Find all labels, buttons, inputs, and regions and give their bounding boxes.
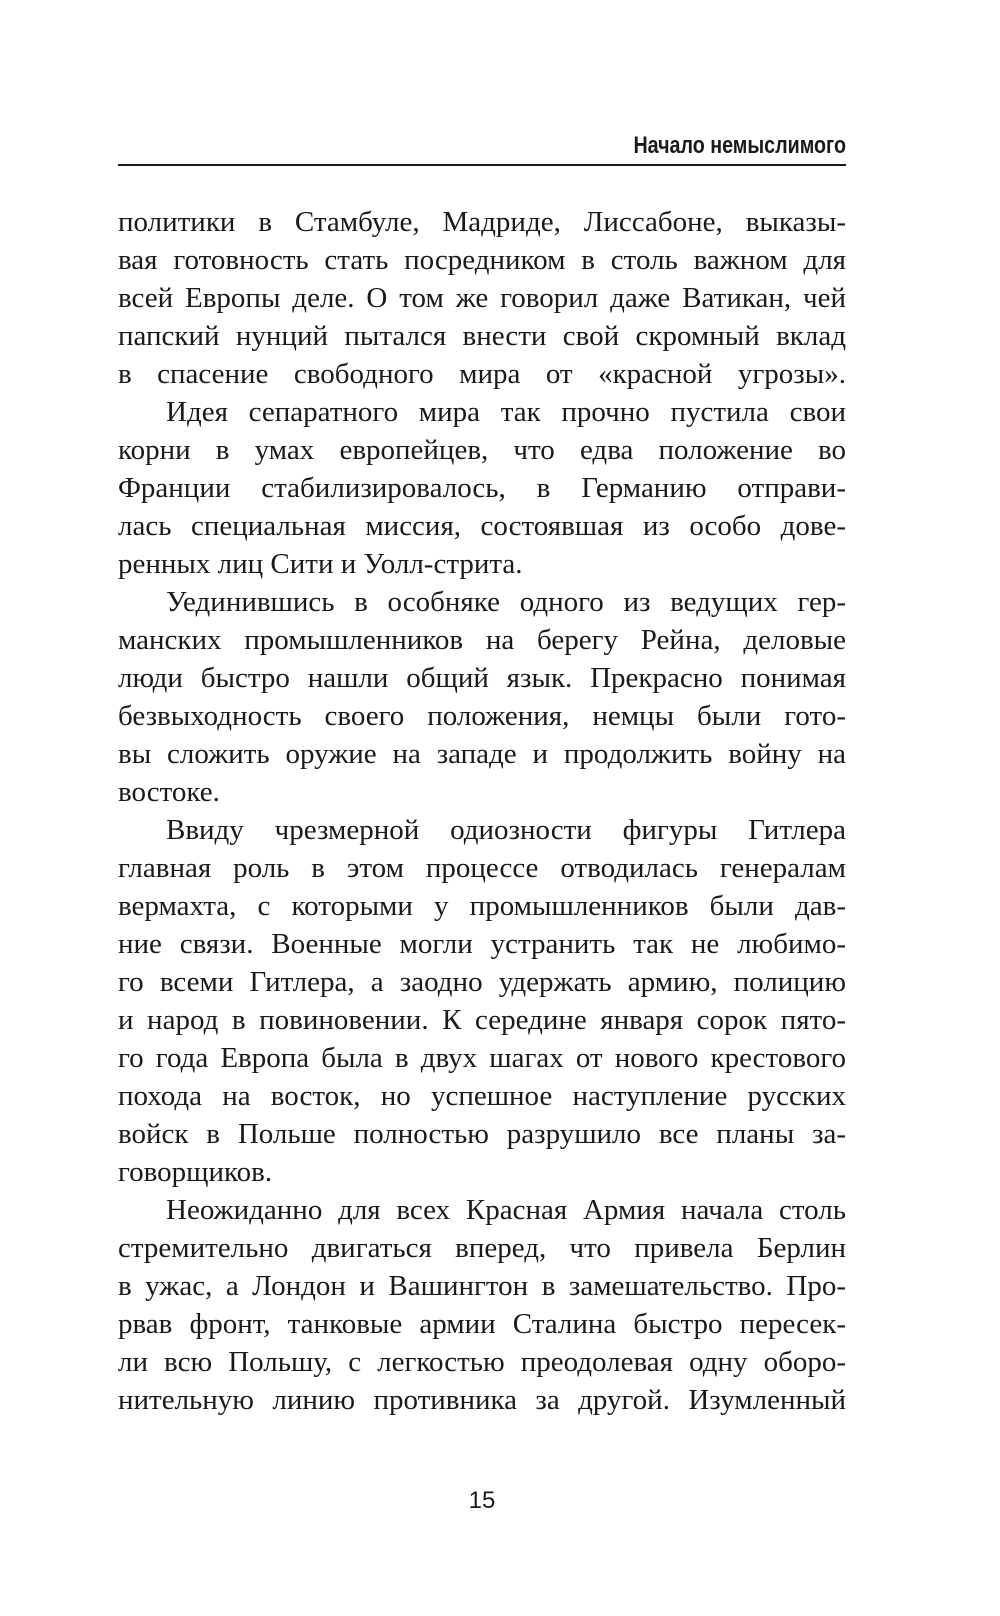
text-line: вая готовность стать посредником в столь важном для (118, 244, 846, 276)
text-line: в ужас, а Лондон и Вашингтон в замешательство. Про- (118, 1270, 846, 1302)
text-line: вермахта, с которыми у промышленников были дав- (118, 890, 846, 922)
text-line: и народ в повиновении. К середине января сорок пято- (118, 1004, 846, 1036)
text-line: рвав фронт, танковые армии Сталина быстро пересек- (118, 1308, 846, 1340)
running-head-title: Начало немыслимого (633, 132, 846, 159)
text-line: манских промышленников на берегу Рейна, деловые (118, 624, 846, 656)
text-line: корни в умах европейцев, что едва положение во (118, 434, 846, 466)
text-line: Франции стабилизировалось, в Германию отправи- (118, 472, 846, 504)
text-line: ренных лиц Сити и Уолл-стрита. (118, 548, 523, 580)
text-line: го года Европа была в двух шагах от нового крестового (118, 1042, 846, 1074)
paragraph (118, 583, 846, 811)
text-line: войск в Польше полностью разрушило все планы за- (118, 1118, 846, 1150)
text-line: папский нунций пытался внести свой скромный вклад (118, 320, 846, 352)
paragraph (118, 1191, 846, 1419)
page-number: 15 (468, 1487, 496, 1514)
text-line: безвыходность своего положения, немцы были гото- (118, 700, 846, 732)
text-line: Ввиду чрезмерной одиозности фигуры Гитлера (166, 814, 846, 846)
paragraph (118, 393, 846, 583)
text-line: всей Европы деле. О том же говорил даже Ватикан, чей (118, 282, 846, 314)
text-line: в спасение свободного мира от «красной угрозы». (118, 358, 846, 390)
text-line: политики в Стамбуле, Мадриде, Лиссабоне, выказы- (118, 206, 846, 238)
text-line: похода на восток, но успешное наступление русских (118, 1080, 846, 1112)
paragraph (118, 811, 846, 1191)
text-line: главная роль в этом процессе отводилась генералам (118, 852, 846, 884)
text-line: Неожиданно для всех Красная Армия начала столь (166, 1194, 846, 1226)
text-line: востоке. (118, 776, 220, 808)
text-line: Уединившись в особняке одного из ведущих гер- (166, 586, 846, 618)
text-line: говорщиков. (118, 1156, 273, 1188)
text-line: Идея сепаратного мира так прочно пустила свои (166, 396, 846, 428)
text-line: ли всю Польшу, с легкостью преодолевая одну оборо- (118, 1346, 846, 1378)
body-text (118, 203, 846, 1419)
text-line: го всеми Гитлера, а заодно удержать армию, полицию (118, 966, 846, 998)
text-line: лась специальная миссия, состоявшая из особо дове- (118, 510, 846, 542)
text-line: стремительно двигаться вперед, что привела Берлин (118, 1232, 846, 1264)
header-rule (118, 164, 846, 166)
paragraph (118, 203, 846, 393)
text-line: вы сложить оружие на западе и продолжить войну на (118, 738, 846, 770)
text-line: ние связи. Военные могли устранить так не любимо- (118, 928, 846, 960)
text-line: нительную линию противника за другой. Изумленный (118, 1384, 846, 1416)
text-line: люди быстро нашли общий язык. Прекрасно понимая (118, 662, 846, 694)
